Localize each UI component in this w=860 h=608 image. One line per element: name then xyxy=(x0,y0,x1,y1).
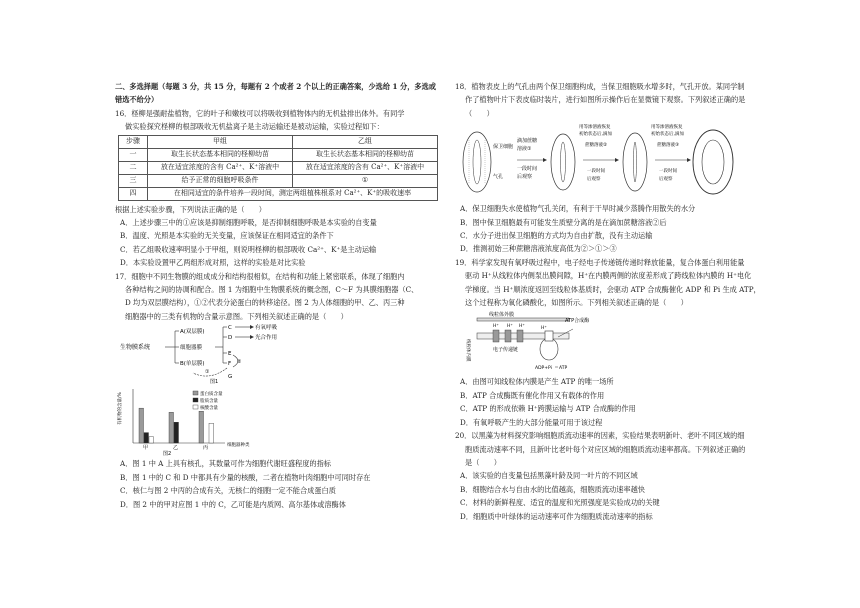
q17-stem-3: D 均为双层膜结构），①②代表分泌蛋白的转移途径。图 2 为人体细胞的甲、乙、丙三种 xyxy=(125,298,405,308)
chart-ylabel: 有机物的含量/% xyxy=(118,392,123,426)
q18-stem-3: （ ） xyxy=(465,108,494,118)
table-row xyxy=(119,135,438,148)
label-h-plus-4: H⁺ xyxy=(541,326,547,332)
label-h-plus-2: H⁺ xyxy=(507,324,513,330)
fig1-out-d: D xyxy=(228,335,233,342)
step1-line2: 溶液① xyxy=(517,146,532,153)
q16-option-d: D．本实验设置甲乙两组形成对照，这样的实验是对比实验 xyxy=(120,258,306,268)
step3-line2: 初始状态后,滴加 xyxy=(651,132,684,138)
section-title: 二、多选择题（每题 3 分，共 15 分，每题有 2 个或者 2 个以上的正确答案，少选给 1 分，多选或错选不给分） xyxy=(115,82,436,105)
stomata-initial xyxy=(463,132,513,192)
bar-甲-0 xyxy=(139,408,144,443)
q18-option-b: B．图中保卫细胞最有可能发生质壁分离的是在滴加蔗糖溶液②后 xyxy=(460,217,667,227)
bar-甲-2 xyxy=(149,437,154,443)
q18-option-c: C．水分子进出保卫细胞的方式均为自由扩散，没有主动运输 xyxy=(460,231,653,241)
fig1-caption: 图1 xyxy=(210,379,219,386)
q16-ask: 根据上述实验步骤，下列说法正确的是（ ） xyxy=(115,204,266,214)
label-stoma: 气孔 xyxy=(493,174,504,181)
stomata-after-1 xyxy=(551,134,575,190)
label-guard-cell: 保卫细胞 xyxy=(493,144,514,151)
q17-stem-1: 17．细胞中不同生物膜的组成成分和结构很相似，在结构和功能上紧密联系，体现了细胞内 xyxy=(115,271,405,281)
q19-figure xyxy=(455,309,785,375)
table-cell: 放在适宜浓度的含有 Ca²⁺、K⁺溶液中 xyxy=(148,161,293,174)
x-tick-label: 甲 xyxy=(143,445,149,452)
fig1-route-2: ② xyxy=(237,359,242,366)
step2-line5: 后观察 xyxy=(587,177,601,183)
label-h-plus-3: H⁺ xyxy=(519,324,525,330)
legend-swatch xyxy=(193,405,198,409)
legend-swatch xyxy=(193,391,198,395)
legend-label: 脂质含量 xyxy=(200,399,218,405)
q20-option-d: D．细胞质中叶绿体的运动速率可作为细胞质流动速率的指标 xyxy=(460,511,653,521)
question-18 xyxy=(455,80,785,256)
q20-option-c: C．材料的新鲜程度、适宜的温度和光照强度是实验成功的关键 xyxy=(460,498,660,508)
table-row xyxy=(119,148,438,161)
x-tick-label: 乙 xyxy=(173,445,179,452)
table-row xyxy=(119,161,438,174)
label-atp: ATP xyxy=(559,366,568,372)
legend-label: 蛋白质含量 xyxy=(200,392,223,398)
q17-option-d: D．图 2 中的甲对应图 1 中的 C，乙可能是内质网、高尔基体或溶酶体 xyxy=(120,499,346,509)
fig1-out-c: C xyxy=(228,325,232,332)
table-cell: 放在适宜浓度的含有 Ca²⁺、K⁺溶液中 xyxy=(293,161,438,174)
step1-line1: 滴加蔗糖 xyxy=(517,138,538,145)
table-cell: 取生长状态基本相同的柽柳幼苗 xyxy=(293,148,438,161)
step3-line3: 蔗糖溶液③ xyxy=(657,143,680,149)
legend-label: 核酸含量 xyxy=(200,406,218,412)
q19-stem-2: 驱动 H⁺从线粒体内侧泵出膜间隙，H⁺在内膜两侧的浓度差形成了跨线粒体内膜的 H⁺电化 xyxy=(465,271,752,281)
table-cell: 一 xyxy=(119,148,148,161)
q18-stem-2: 作了植物叶片下表皮临时装片，进行如图所示操作后在显微镜下观察。下列叙述正确的是 xyxy=(465,95,746,105)
step2-line2: 初始状态后,滴加 xyxy=(579,132,612,138)
q20-option-b: B．细胞结合水与自由水的比值越高，细胞质流动速率越快 xyxy=(460,484,645,494)
table-cell: 二 xyxy=(119,161,148,174)
outer-membrane xyxy=(477,318,569,321)
stomata-diagram xyxy=(455,120,785,202)
table-header: 步骤 xyxy=(119,135,148,148)
step3-line5: 后观察 xyxy=(659,177,673,183)
question-17 xyxy=(115,270,440,511)
q17-option-a: A．图 1 中 A 上具有核孔，其数量可作为细胞代谢旺盛程度的指标 xyxy=(120,459,331,469)
step-1 xyxy=(517,137,547,180)
q16-option-a: A．上述步骤三中的①应该是抑制细胞呼吸，是否抑制细胞呼吸是本实验的自变量 xyxy=(120,218,377,228)
step3-line4: 一段时间 xyxy=(659,169,677,175)
q19-stem-4: 这个过程称为氧化磷酸化，如图所示。下列相关叙述正确的是（ ） xyxy=(465,298,688,308)
q19-option-a: A．由图可知线粒体内膜是产生 ATP 的唯一场所 xyxy=(460,377,614,387)
fig1-root: 生物膜系统 xyxy=(120,344,151,352)
table-cell: 给予正常的细胞呼吸条件 xyxy=(148,174,293,187)
q16-stem-1: 16．柽柳是强耐盐植物，它的叶子和嫩枝可以将吸收到植物体内的无机盐排出体外。有同学 xyxy=(115,108,405,118)
organelle-content-chart xyxy=(115,385,435,457)
q19-option-c: C．ATP 的形成依赖 H⁺跨膜运输与 ATP 合成酶的作用 xyxy=(460,404,636,414)
left-column xyxy=(115,80,440,511)
label-adp: ADP+Pi xyxy=(535,366,552,372)
label-outer-membrane: 线粒体外膜 xyxy=(489,312,515,319)
fig1-node-a: A(双层膜) xyxy=(180,329,205,336)
table-cell: 在相同适宜的条件培养一段时间，测定两组植株根系对 Ca²⁺、K⁺的吸收速率 xyxy=(148,187,438,200)
fig1-aerobic: 有氧呼吸 xyxy=(255,325,278,332)
membrane-concept-map xyxy=(115,323,435,385)
step2-line3: 蔗糖溶液② xyxy=(585,143,608,149)
q17-stem-4: 细胞器中的三类有机物的含量示意图。下列相关叙述正确的是（ ） xyxy=(125,311,348,321)
fig1-out-g: G xyxy=(228,374,233,381)
q16-option-c: C．若乙组吸收速率明显小于甲组，则说明柽柳的根部吸收 Ca²⁺、K⁺是主动运输 xyxy=(120,244,377,254)
q20-stem-3: 是（ ） xyxy=(465,457,501,467)
q17-stem-2: 各种结构之间的协调和配合。图 1 为细胞中生物膜系统的概念图，C～F 为具膜细胞器（C、 xyxy=(125,285,419,295)
q17-option-b: B．图 1 中的 C 和 D 中都具有少量的核酸，二者在植物叶肉细胞中可同时存在 xyxy=(120,472,371,482)
x-tick-label: 丙 xyxy=(203,445,209,452)
label-inner-membrane: 线粒体内膜 xyxy=(465,339,470,362)
q18-stem-1: 18．植物表皮上的气孔由两个保卫细胞构成，当保卫细胞吸水增多时，气孔开放。某同学制 xyxy=(455,82,745,91)
legend-swatch xyxy=(193,398,198,402)
question-16 xyxy=(115,107,440,270)
q16-option-b: B．温度、光照是本实验的无关变量，应该保证在相同适宜的条件下 xyxy=(120,231,334,241)
table-cell: 取生长状态基本相同的柽柳幼苗 xyxy=(148,148,293,161)
q16-table xyxy=(118,135,438,201)
bar-丙-0 xyxy=(199,412,204,444)
step1-line3: 一段时间 xyxy=(517,166,538,173)
step3-line1: 用等渗溶液恢复 xyxy=(651,125,683,131)
chart-xlabel: 细胞器种类 xyxy=(227,443,250,449)
table-row xyxy=(119,187,438,200)
q18-option-d: D．推测初始三种蔗糖溶液浓度高低为②＞①＞③ xyxy=(460,244,617,254)
table-header: 乙组 xyxy=(293,135,438,148)
fig1-route-1: ① xyxy=(205,369,210,376)
q17-figure-2 xyxy=(115,385,440,457)
table-cell: 四 xyxy=(119,187,148,200)
right-column xyxy=(455,80,785,523)
stomata-after-2 xyxy=(623,133,647,191)
fig2-caption: 图2 xyxy=(163,451,172,458)
chart-bars xyxy=(139,408,214,451)
label-h-plus-1: H⁺ xyxy=(493,324,499,330)
table-cell: ① xyxy=(293,174,438,187)
q20-option-a: A．该实验的自变量包括黑藻叶龄及同一叶片的不同区域 xyxy=(460,471,638,481)
q18-option-a: A．保卫细胞失水使植物气孔关闭，有利于干旱时减少蒸腾作用散失的水分 xyxy=(460,204,696,214)
q19-stem-1: 19．科学家发现有氧呼吸过程中，电子经电子传递链传递时释放能量，复合体蛋白利用能量 xyxy=(455,257,745,267)
bar-甲-1 xyxy=(144,433,149,443)
step2-line1: 用等渗溶液恢复 xyxy=(579,125,611,131)
q19-option-d: D．有氧呼吸产生的大部分能量可用于该过程 xyxy=(460,417,603,427)
table-cell: 三 xyxy=(119,174,148,187)
q19-option-b: B．ATP 合成酶既有催化作用又有载体的作用 xyxy=(460,390,605,400)
oxidative-phosphorylation-diagram xyxy=(455,309,785,375)
step1-line4: 后观察 xyxy=(517,174,533,181)
q16-stem-2: 做实验探究柽柳的根部吸收无机盐离子是主动运输还是被动运输，实验过程如下： xyxy=(125,122,384,132)
fig1-node-b: B(单层膜) xyxy=(180,361,205,368)
q17-figure-1 xyxy=(115,323,440,385)
q18-figure xyxy=(455,120,785,202)
question-19 xyxy=(455,256,785,429)
stomata-after-3 xyxy=(693,130,733,194)
q19-stem-3: 学梯度。当 H⁺顺浓度返回至线粒体基质时，会驱动 ATP 合成酶催化 ADP 和 Pi 生成 ATP， xyxy=(465,284,761,294)
fig1-out-f: F xyxy=(228,361,232,368)
q20-stem-2: 胞质流动速率不同，且新叶比老叶每个对应区域的细胞质流动速率都高。下列叙述正确的 xyxy=(465,444,746,454)
q17-option-c: C．核仁与图 2 中丙的合成有关，无核仁的细胞一定不能合成蛋白质 xyxy=(120,486,336,496)
table-row xyxy=(119,174,438,187)
question-20 xyxy=(455,429,785,523)
chart-legend xyxy=(193,390,223,411)
step2-line4: 一段时间 xyxy=(587,169,605,175)
bar-乙-0 xyxy=(169,413,174,444)
fig1-node-organelle: 细胞器膜 xyxy=(180,345,203,352)
table-header: 甲组 xyxy=(148,135,293,148)
fig1-out-e: E xyxy=(228,351,232,358)
label-atp-synthase: ATP合成酶 xyxy=(565,318,590,325)
label-electron-chain: 电子传递链 xyxy=(493,347,519,354)
step-3 xyxy=(651,123,691,182)
bar-丙-2 xyxy=(209,424,214,444)
step-2 xyxy=(579,123,619,182)
fig1-photosynthesis: 光合作用 xyxy=(255,335,278,342)
bar-乙-1 xyxy=(174,422,179,443)
q20-stem-1: 20．以黑藻为材料探究影响细胞质流动速率的因素，实验结果表明新叶、老叶不同区域的细 xyxy=(455,431,745,441)
